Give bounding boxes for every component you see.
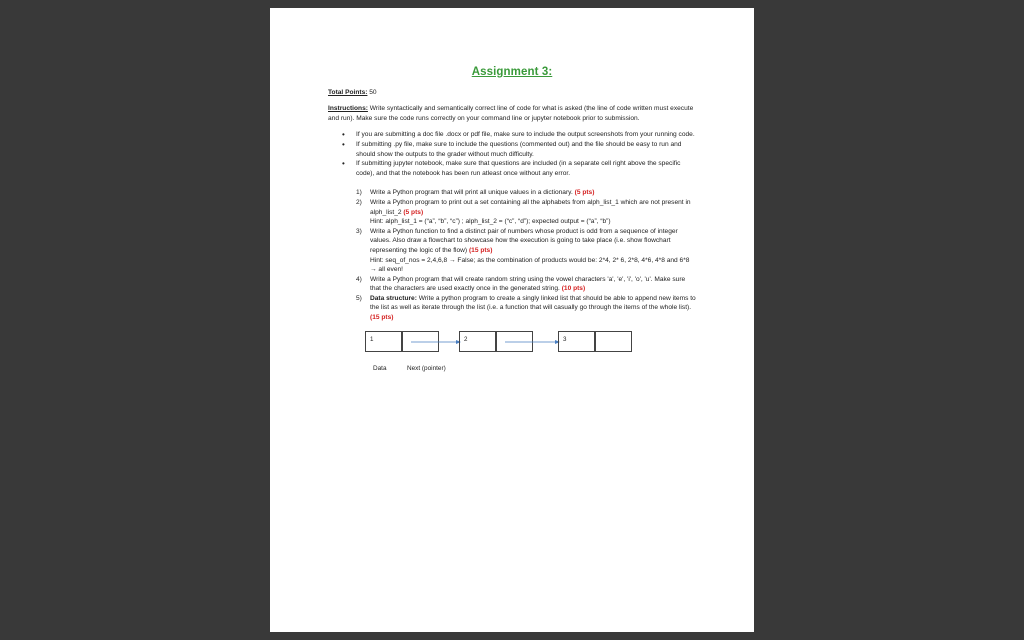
question-points: (5 pts) [403, 208, 424, 216]
bullet-dot-icon: • [342, 159, 345, 169]
instructions-text: Write syntactically and semantically correct line of code for what is asked (the line of code written must execute and run). Make sure the code runs correctly on your command line or jupyter notebook prior to submission. [328, 105, 694, 122]
total-points [328, 88, 696, 98]
document-page [270, 8, 754, 632]
question-number: 1) [356, 189, 362, 197]
bullet-text: If submitting jupyter notebook, make sure that questions are included (in a separate cell right above the specific code), and that the notebook has been run atleast once without any error. [356, 160, 681, 177]
question-points: (15 pts) [370, 314, 394, 322]
data-label: Data [373, 364, 387, 372]
question-2 [356, 198, 696, 227]
question-4 [356, 275, 696, 294]
node-3-pointer-cell [595, 331, 632, 352]
bullet-dot-icon: • [342, 139, 345, 149]
question-points: (5 pts) [574, 189, 595, 197]
total-points-label: Total Points: [328, 88, 368, 96]
node-3-data-cell: 3 [558, 331, 595, 352]
submission-bullets [328, 130, 696, 178]
question-text: Write a Python program to print out a set containing all the alphabets from alph_list_1 which are not present in alph_list_2 [370, 198, 691, 216]
instructions-label: Instructions: [328, 105, 368, 113]
question-1 [356, 188, 696, 198]
question-text: Write a Python program that will create random string using the vowel characters 'a', 'e', 'i', 'o', 'u'. Make sure that the characters are used exactly once in the generated string. [370, 275, 686, 293]
node-1-data-cell: 1 [365, 331, 402, 352]
question-text: Write a python program to create a singly linked list that should be able to append new items to the list as well as iterate through the list (i.e. a function that will casually go through the items of the whole list). [370, 294, 696, 312]
question-number: 4) [356, 275, 362, 283]
assignment-title: Assignment 3: [471, 66, 553, 78]
instructions [328, 104, 696, 123]
question-number: 2) [356, 198, 362, 206]
node-2-data-cell: 2 [459, 331, 496, 352]
arrow-1-icon [411, 339, 461, 345]
bullet-text: If you are submitting a doc file .docx or pdf file, make sure to include the output screenshots from your running code. [356, 131, 695, 139]
next-pointer-label: Next (pointer) [407, 364, 446, 372]
question-number: 5) [356, 294, 362, 302]
question-number: 3) [356, 227, 362, 235]
question-text: Write a Python function to find a distinct pair of numbers whose product is odd from a sequence of integer values. Also draw a flowchart to showcase how the execution is going to take place (i.e. show flowchart representing the logic of the flow) [370, 227, 678, 254]
question-5 [356, 294, 696, 323]
bullet-item [342, 130, 696, 140]
linked-list-diagram [365, 331, 696, 375]
question-bold-label: Data structure: [370, 294, 417, 302]
bullet-item [342, 140, 696, 159]
arrow-2-icon [505, 339, 560, 345]
question-hint: Hint: alph_list_1 = (“a”, “b”, “c”) ; alph_list_2 = (“c”, “d”); expected output = (“a”, “b”) [370, 218, 611, 226]
question-text: Write a Python program that will print all unique values in a dictionary. [370, 189, 575, 197]
question-hint: Hint: seq_of_nos = 2,4,6,8 → False; as the combination of products would be: 2*4, 2* 6, 2*8, 4*6, 4*8 and 6*8 → all even! [370, 256, 690, 274]
question-3 [356, 227, 696, 275]
total-points-value: 50 [367, 88, 377, 96]
bullet-text: If submitting .py file, make sure to include the questions (commented out) and the file should be easy to run and should show the outputs to the grader without much difficulty. [356, 140, 682, 158]
bullet-item [342, 159, 696, 178]
question-list [328, 188, 696, 322]
question-points: (10 pts) [561, 285, 586, 293]
question-points: (15 pts) [468, 246, 493, 254]
bullet-dot-icon: • [342, 130, 345, 140]
